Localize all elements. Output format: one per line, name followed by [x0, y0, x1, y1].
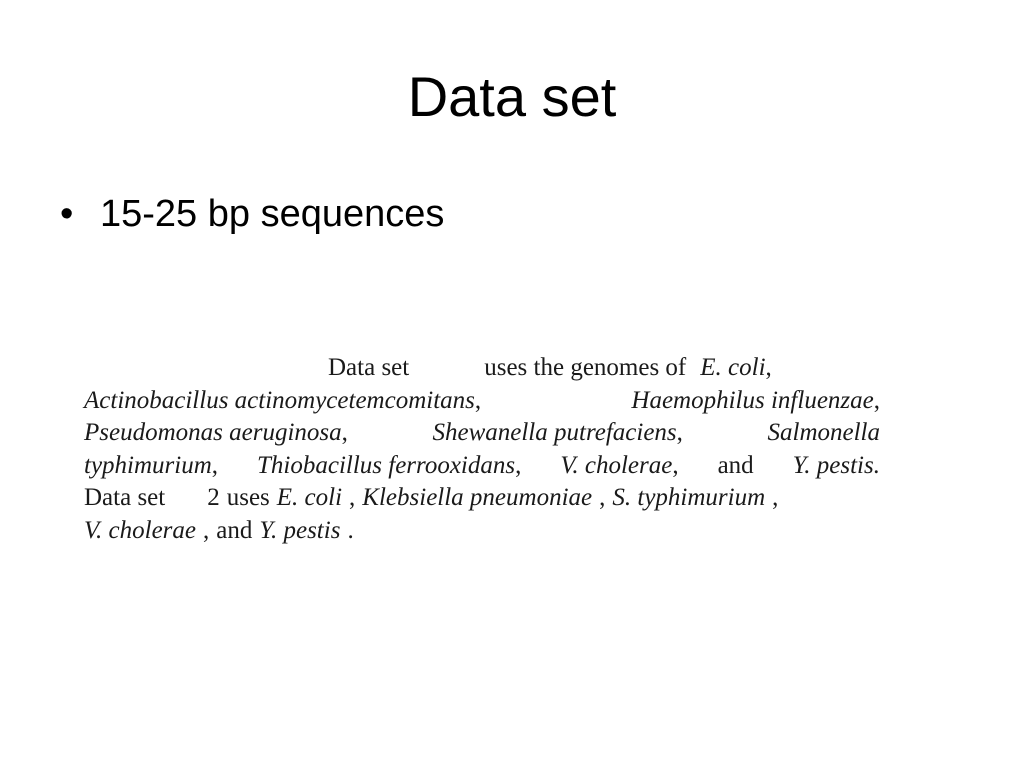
punctuation: , [515, 451, 522, 479]
organism-name: S. typhimurium [612, 484, 766, 511]
excerpt-dataset-label-2: Data set [84, 484, 166, 511]
slide-title: Data set [407, 65, 617, 128]
excerpt-text: and [717, 451, 754, 479]
punctuation: , [211, 451, 219, 479]
organism-name: Y. pestis. [792, 451, 880, 479]
bullet-item [60, 190, 444, 238]
organism-name: typhimurium [84, 451, 212, 479]
excerpt-line-5 [84, 482, 880, 515]
organism-name: Klebsiella pneumoniae [362, 484, 593, 511]
excerpt-text: uses [226, 484, 270, 511]
organism-name: V. cholerae [560, 451, 673, 479]
bullet-list [60, 190, 444, 238]
punctuation: , [349, 484, 356, 511]
organism-name: Actinobacillus actinomycetemcomitans [84, 386, 475, 414]
bullet-text: 15-25 bp sequences [100, 193, 445, 235]
organism-name: Haemophilus influenzae [631, 386, 874, 414]
punctuation: , [873, 386, 880, 414]
punctuation: . [347, 516, 354, 544]
paper-excerpt-image [84, 352, 880, 547]
punctuation: , [599, 484, 606, 511]
excerpt-line-2 [84, 385, 880, 418]
organism-name: Thiobacillus ferrooxidans [257, 451, 516, 479]
organism-name: Pseudomonas aeruginosa [84, 419, 342, 446]
punctuation: , [203, 516, 210, 544]
excerpt-dataset-label-1: Data set [328, 354, 410, 381]
bullet-dot-icon: • [60, 193, 74, 235]
punctuation: , [772, 484, 779, 511]
excerpt-text: uses the genomes of [484, 354, 687, 381]
excerpt-dataset-number: 2 [207, 484, 220, 511]
punctuation: , [474, 386, 482, 414]
excerpt-line-3 [84, 417, 880, 450]
organism-name: Salmonella [767, 419, 880, 446]
excerpt-line-1 [84, 352, 880, 385]
organism-name: E. coli [700, 354, 766, 381]
organism-name: E. coli [276, 484, 343, 511]
organism-name: Y. pestis [259, 516, 341, 544]
excerpt-text: and [216, 516, 253, 544]
punctuation: , [676, 419, 683, 446]
punctuation: , [672, 451, 679, 479]
organism-name: Shewanella putrefaciens [432, 419, 677, 446]
punctuation: , [765, 354, 772, 381]
organism-name: V. cholerae [84, 516, 197, 544]
excerpt-line-6 [84, 515, 880, 548]
excerpt-line-4 [84, 450, 880, 483]
punctuation: , [341, 419, 348, 446]
